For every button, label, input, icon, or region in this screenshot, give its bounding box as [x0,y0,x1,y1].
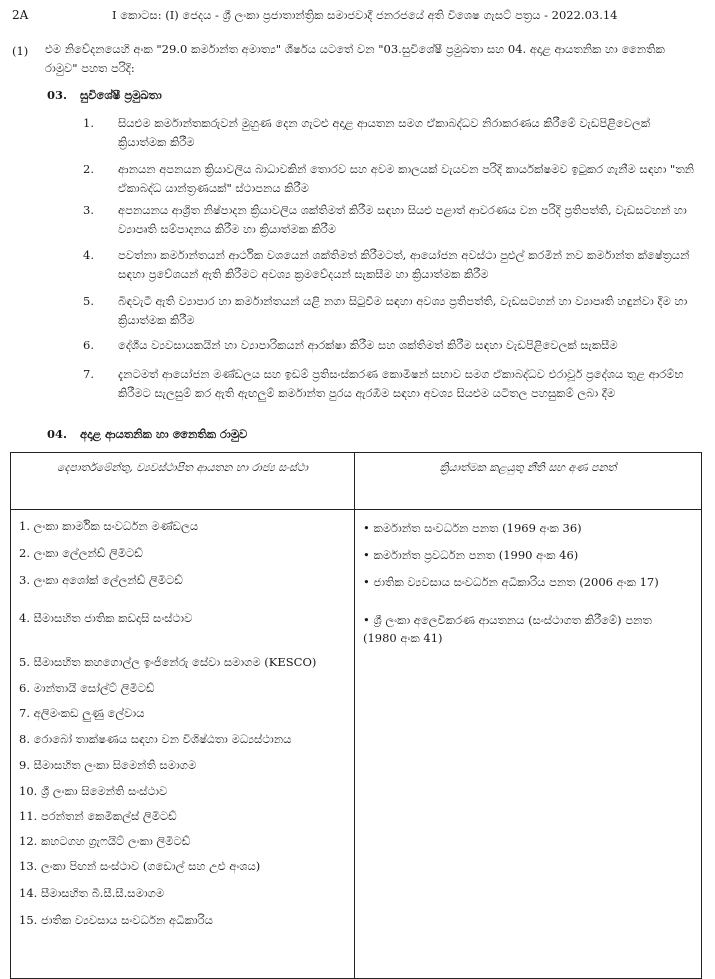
institution-item: 8. රොබෝ තාක්ෂණය සඳහා වන විශිෂ්ඨතා මධ්‍යස්ථානය [19,732,292,746]
act-item: • ශ්‍රී ලංකා අලෙවිකරණ ආයතනය (සංස්ථාගත කිරීමේ) පනත (1980 අංක 41) [363,613,652,645]
institution-item: 15. ජාතික ව්‍යවසාය සංවර්ධන අධිකාරිය [19,913,213,927]
priority-number: 3. [83,203,94,217]
institution-item: 7. අලිමංකඩ ලුණු ලේවාය [19,706,145,720]
institutions-table [10,452,702,979]
institution-item: 13. ලංකා පිඟන් සංස්ථාව (ගඩොල් සහ උළු අංශය) [19,859,261,873]
priority-text: බිඳවැටී ඇති ව්‍යාපාර හා කර්මාන්තයන් යළි නගා සිටුවීම සඳහා අවශ්‍ය ප්‍රතිපත්ති, වැඩසටහන් හා ව්‍යාපෘති හඳුන්වා දීම හා ක්‍රියාත්මක කිරීම [118,294,688,327]
gazette-title: I කොටස: (I) ජෙදය - ශ්‍රී ලංකා ප්‍රජාතාන්ත්‍රික සමාජවාදී ජනරජයේ අති විශෙෂ ගැසට් පත්‍රය - 2022.03.14 [112,8,618,22]
institution-item: 4. සීමාසහිත ජාතික කඩදාසි සංස්ථාව [19,611,193,625]
priority-text: සියළුම කර්මාන්තකරුවන් මුහුණ දෙන ගැටළු අදාළ ආයතන සමග ඒකාබද්ධව නිරාකරණය කිරීමේ වැඩපිළිවෙලක් ක්‍රියාත්මක කිරීම [118,116,651,149]
institution-item: 10. ශ්‍රී ලංකා සිමෙන්ති සංස්ථාව [19,784,168,798]
priority-text: අපනයනය ආශ්‍රිත නිෂ්පාදන ක්‍රියාවලිය ශක්තිමත් කිරීම සඳහා සියළු පළාත් ආවරණය වන පරිදි ප්‍රතිපත්ති, වැඩසටහන් හා ව්‍යාපෘති සම්පාදනය කිරීම හා ක්‍රියාත්මක කිරීම [118,203,687,236]
institution-item: 3. ලංකා අශෝක් ලේලන්ඩ් ලිමිටඩ් [19,573,183,587]
institution-item: 2. ලංකා ලේලන්ඩ් ලිමිටඩ් [19,546,143,560]
section-3-heading: සුවිශේෂී ප්‍රමුඛතා [80,88,162,102]
priority-text: දේශීය ව්‍යවසායකයින් හා ව්‍යාපාරිකයන් ආරක්ෂා කිරීම සහ ශක්තිමත් කිරීම සඳහා වැඩපිළිවෙලක් සැකසීම [118,338,618,352]
act-item: • කර්මාන්ත සංවර්ධන පනත (1969 අංක 36) [363,521,582,535]
section-4-number: 04. [47,427,68,441]
institutions-cell [11,510,355,979]
priority-number: 6. [83,338,94,352]
table-header-row [11,453,702,510]
column-header-acts: ක්‍රියාත්මක කළයුතු නීති සහ අණ පනත් [355,453,702,510]
institution-item: 14. සීමාසහිත බී.සී.සී.සමාගම [19,886,165,900]
section-4-heading: අදාළ ආයතනික හා නෛතික රාමුව [80,427,248,441]
column-header-institutions: දෙපාර්තමේන්තු, ව්‍යවස්ථාපිත ආයතන හා රාජ්‍ය සංස්ථා [11,453,355,510]
page-header [12,6,702,26]
institution-item: 6. මාන්තායි සෝල්ට් ලිමිටඩ් [19,681,155,695]
table-row [11,510,702,979]
acts-cell [355,510,702,979]
priority-number: 7. [83,367,94,381]
intro-paragraph: එම නිවේදනයෙහි අංක "29.0 කර්මාන්ත අමාත්‍ය" ශීර්ෂය යටතේ වන "03.සුවිශේෂී ප්‍රමුඛතා සහ 04. අදාළ ආයතනික හා නෛතික රාමුව" පහත පරිදි: [45,42,665,75]
act-item: • කර්මාන්ත ප්‍රවර්ධන පනත (1990 අංක 46) [363,548,579,562]
priority-number: 5. [83,294,94,308]
institution-item: 12. කහටගහ ග්‍රැෆයිට් ලංකා ලිමිටඩ් [19,834,191,848]
institution-item: 5. සීමාසහිත කහගොල්ල ඉංජිනේරු සේවා සමාගම (KESCO) [19,655,317,669]
priority-text: ආනයන අපනයන ක්‍රියාවලිය බාධාවකින් තොරව සහ අවම කාලයක් වැයවන පරිදි කාර්යක්ෂමව ඉටුකර ගැනීම සඳහා "තනි ඒකාබද්ධ යාන්ත්‍රණයක්" ස්ථාපනය කිරීම [118,162,695,195]
priority-number: 2. [83,162,94,176]
institution-item: 1. ලංකා කාර්මික සංවර්ධන මණ්ඩලය [19,519,199,533]
institution-item: 9. සීමාසහිත ලංකා සිමෙන්ති සමාගම [19,758,197,772]
act-item: • ජාතික ව්‍යවසාය සංවර්ධන අධිකාරිය පනත (2006 අංක 17) [363,575,659,589]
priority-number: 4. [83,248,94,262]
institution-item: 11. පරන්තන් කෙමිකල්ස් ලිමිටඩ් [19,809,177,823]
page-number: 2A [12,8,29,22]
section-3-number: 03. [47,88,68,102]
paragraph-number: (1) [12,44,29,58]
priority-text: පවත්නා කර්මාන්තයන් ආර්ථික වශයෙන් ශක්තිමත් කිරීමටත්, ආයෝජන අවස්ථා පුළුල් කරමින් නව කර්මාන්ත ක්ෂේත්‍රයන් සඳහා ප්‍රවේශයන් ඇති කිරීමට අවශ්‍ය ක්‍රමවේදයන් සැකසීම හා ක්‍රියාත්මක කිරීම [118,248,690,281]
priority-number: 1. [83,116,94,130]
priority-text: දැනටමත් ආයෝජන මණ්ඩලය සහ ඉඩම් ප්‍රතිසංස්කරණ කොමිෂන් සභාව සමග ඒකාබද්ධව එරාවූර් ප්‍රදේශය තුළ ආරම්භ කිරීමට සැලසුම් කර ඇති ඇඟලුම් කර්මාන්ත පුරය ඇරඹීම සඳහා අවශ්‍ය සියළුම යටිතල පහසුකම් ලබා දීම [118,367,684,400]
